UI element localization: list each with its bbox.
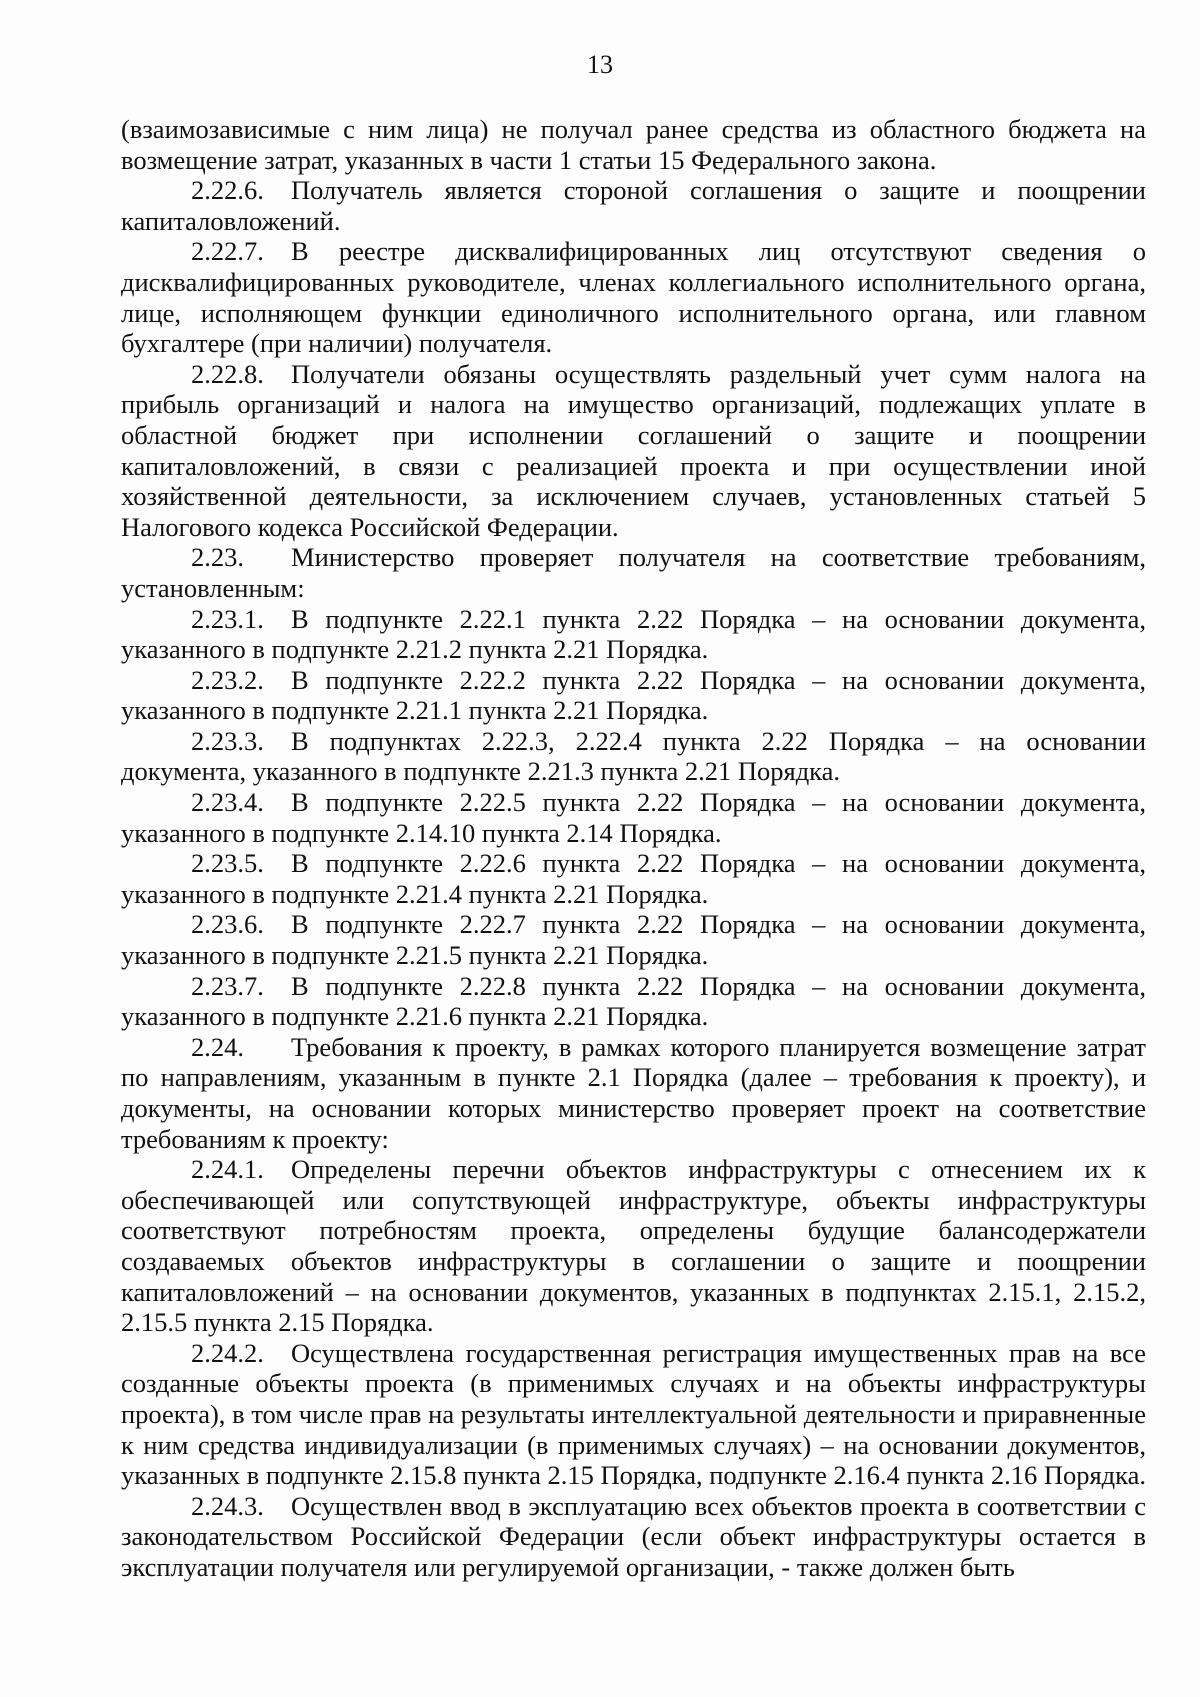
clause-text: Осуществлена государственная регистрация имущественных прав на все созданные объекты проекта (в применимых случаях и на объекты инфраструктуры проекта), в том числе прав на результаты интеллектуальной деятельности и приравненные к ним средства индивидуализации (в применимых случаях) – на основании документов, указанных в подпункте 2.15.8 пункта 2.15 Порядка, подпункте 2.16.4 пункта 2.16 Порядка. [121, 1337, 1146, 1491]
clause-number: 2.23.7. [191, 970, 264, 1001]
clause-number: 2.23. [191, 542, 244, 573]
clause-2-23-7 [121, 971, 1146, 1032]
clause-2-24 [121, 1032, 1146, 1154]
clause-number: 2.22.6. [191, 175, 264, 206]
clause-2-23-5 [121, 848, 1146, 909]
clause-2-23-1 [121, 604, 1146, 665]
clause-text: Министерство проверяет получателя на соответствие требованиям, установленным: [121, 542, 1146, 603]
clause-text: В подпункте 2.22.8 пункта 2.22 Порядка – на основании документа, указанного в подпункте 2.21.6 пункта 2.21 Порядка. [121, 970, 1146, 1032]
document-body [121, 114, 1146, 1583]
clause-number: 2.24.1. [191, 1154, 264, 1185]
clause-2-22-7 [121, 236, 1146, 358]
paragraph-continuation [121, 114, 1146, 175]
clause-text: В реестре дисквалифицированных лиц отсутствуют сведения о дисквалифицированных руководителе, членах коллегиального исполнительного органа, лице, исполняющем функции единоличного исполнительного органа, или главном бухгалтере (при наличии) получателя. [121, 236, 1146, 359]
clause-2-23-4 [121, 787, 1146, 848]
clause-text: В подпункте 2.22.6 пункта 2.22 Порядка – на основании документа, указанного в подпункте 2.21.4 пункта 2.21 Порядка. [121, 848, 1146, 909]
clause-text: Получатель является стороной соглашения о защите и поощрении капиталовложений. [121, 175, 1146, 236]
page-number: 13 [587, 50, 613, 79]
clause-2-24-3 [121, 1491, 1146, 1583]
clause-2-23 [121, 542, 1146, 603]
paragraph-text: (взаимозависимые с ним лица) не получал ранее средства из областного бюджета на возмещение затрат, указанных в части 1 статьи 15 Федерального закона. [121, 114, 1146, 175]
clause-number: 2.24.3. [191, 1490, 264, 1521]
clause-text: В подпункте 2.22.2 пункта 2.22 Порядка – на основании документа, указанного в подпункте 2.21.1 пункта 2.21 Порядка. [121, 664, 1146, 726]
clause-2-24-2 [121, 1338, 1146, 1491]
clause-2-22-6 [121, 175, 1146, 236]
clause-number: 2.23.4. [191, 787, 264, 818]
clause-text: Требования к проекту, в рамках которого планируется возмещение затрат по направлениям, указанным в пункте 2.1 Порядка (далее – требования к проекту), и документы, на основании которых министерство проверяет проект на соответствие требованиям к проекту: [121, 1031, 1146, 1154]
clause-2-23-3 [121, 726, 1146, 787]
clause-text: Осуществлен ввод в эксплуатацию всех объектов проекта в соответствии с законодательством Российской Федерации (если объект инфраструктуры остается в эксплуатации получателя или регулируемой организации, - также должен быть [121, 1490, 1146, 1582]
clause-text: Определены перечни объектов инфраструктуры с отнесением их к обеспечивающей или сопутствующей инфраструктуре, объекты инфраструктуры соответствуют потребностям проекта, определены будущие балансодержатели создаваемых объектов инфраструктуры в соглашении о защите и поощрении капиталовложений – на основании документов, указанных в подпунктах 2.15.1, 2.15.2, 2.15.5 пункта 2.15 Порядка. [121, 1154, 1146, 1338]
clause-text: Получатели обязаны осуществлять раздельный учет сумм налога на прибыль организаций и налога на имущество организаций, подлежащих уплате в областной бюджет при исполнении соглашений о защите и поощрении капиталовложений, в связи с реализацией проекта и при осуществлении иной хозяйственной деятельности, за исключением случаев, установленных статьей 5 Налогового кодекса Российской Федерации. [121, 358, 1146, 542]
clause-number: 2.23.6. [191, 909, 264, 940]
clause-number: 2.24.2. [191, 1337, 264, 1368]
clause-number: 2.23.5. [191, 848, 264, 879]
clause-number: 2.22.7. [191, 236, 264, 267]
clause-text: В подпунктах 2.22.3, 2.22.4 пункта 2.22 Порядка – на основании документа, указанного в подпункте 2.21.3 пункта 2.21 Порядка. [121, 725, 1146, 787]
clause-number: 2.23.3. [191, 725, 264, 756]
clause-number: 2.24. [191, 1031, 244, 1062]
clause-2-24-1 [121, 1154, 1146, 1338]
clause-number: 2.23.1. [191, 603, 264, 634]
clause-2-23-6 [121, 909, 1146, 970]
clause-number: 2.23.2. [191, 664, 264, 695]
clause-2-23-2 [121, 665, 1146, 726]
clause-text: В подпункте 2.22.1 пункта 2.22 Порядка – на основании документа, указанного в подпункте 2.21.2 пункта 2.21 Порядка. [121, 603, 1146, 665]
clause-text: В подпункте 2.22.7 пункта 2.22 Порядка – на основании документа, указанного в подпункте 2.21.5 пункта 2.21 Порядка. [121, 909, 1146, 971]
clause-2-22-8 [121, 359, 1146, 543]
clause-number: 2.22.8. [191, 358, 264, 389]
clause-text: В подпункте 2.22.5 пункта 2.22 Порядка – на основании документа, указанного в подпункте 2.14.10 пункта 2.14 Порядка. [121, 787, 1146, 848]
